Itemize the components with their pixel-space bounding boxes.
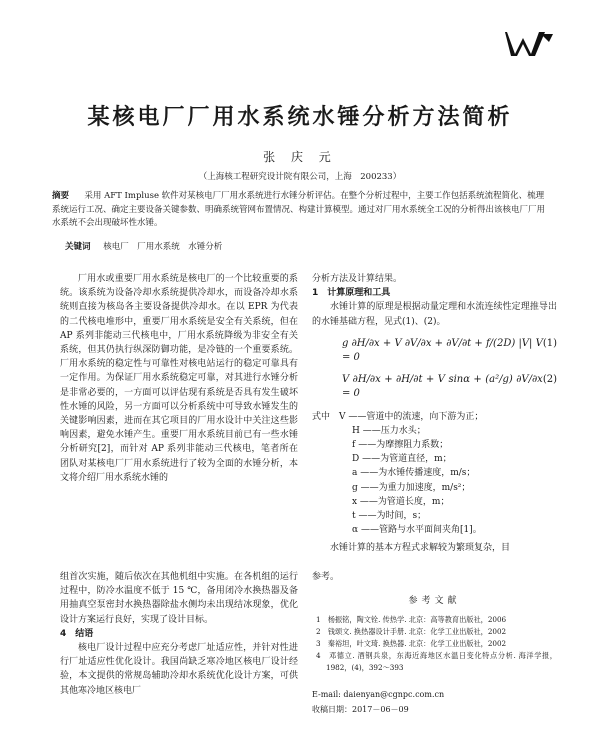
paper-title: 某核电厂厂用水系统水锤分析方法简析 [87, 105, 513, 130]
equation-2 [342, 373, 557, 401]
variable-def: x ——为管道长度，m； [352, 496, 450, 507]
variable-def: t ——为时间，s； [352, 511, 427, 522]
keywords-label: 关键词 [65, 242, 91, 252]
references-title: 参考文献 [408, 596, 461, 607]
conclusion-paragraph: 核电厂设计过程中应充分考虑厂址适应性，并针对性进行厂址适应性优化设计。我国尚缺乏寒冷地区核电厂设计经验，本文提供的常规岛辅助冷却水系统优化设计方案，可供其他寒冷地区核电厂 [60, 643, 298, 696]
reference-item: 1 杨振铭，陶文铨. 传热学. 北京：高等教育出版社，2006 [316, 615, 507, 625]
section-heading-1: 1 计算原理和工具 [312, 288, 391, 299]
section-heading-4: 4 结语 [60, 628, 94, 639]
abstract [52, 190, 552, 231]
intro-continuation: 分析方法及计算结果。 [312, 274, 403, 284]
principle-paragraph: 水锤计算的原理是根据动量定理和水流连续性定理推导出的水锤基础方程，见式(1)、(2)。 [312, 302, 557, 327]
received-date: 收稿日期：2017－06－09 [312, 704, 409, 714]
solution-paragraph: 水锤计算的基本方程式求解较为繁琐复杂，目 [330, 543, 511, 554]
variable-def: a ——为水锤传播速度，m/s； [352, 468, 476, 479]
implementation-paragraph: 组首次实施，随后依次在其他机组中实施。在各机组的运行过程中，防冷水温度不低于 15 ℃，备用闭冷水换热器及备用抽真空泵密封水换热器除盐水侧均未出现结冰现象，优化设计方案运行良好，实现了设计目标。 [60, 572, 298, 625]
equation-1-body: g ∂H/∂x + V ∂V/∂x + ∂V/∂t + f/(2D) |V| V = 0 [342, 337, 543, 364]
left-column-top [60, 272, 298, 485]
affiliation: （上海核工程研究设计院有限公司，上海 200233） [198, 172, 402, 182]
equation-1 [342, 337, 557, 365]
equation-2-body: V ∂H/∂x + ∂H/∂t + V sinα + (a²/g) ∂V/∂x = 0 [342, 374, 543, 400]
variable-def: H ——压力水头； [352, 425, 426, 436]
variable-def: g ——为重力加速度，m/s²； [352, 482, 471, 493]
right-column-bottom [312, 570, 557, 717]
abstract-text: 采用 AFT Impluse 软件对某核电厂厂用水系统进行水锤分析评估。在整个分析过程中，主要工作包括系统流程简化、梳理系统运行工况、确定主要设备关键参数、明确系统管网布置情况、构建计算模型。通过对厂用水系统全工况的分析得出该核电厂厂用水系统不会出现破坏性水锤。 [52, 191, 546, 228]
variable-def: α ——管路与水平面间夹角[1]。 [352, 525, 482, 536]
variable-def: f ——为摩擦阻力系数； [352, 440, 449, 451]
keywords-text: 核电厂 厂用水系统 水锤分析 [103, 242, 223, 252]
left-column-bottom [60, 570, 298, 698]
journal-logo-icon [505, 28, 555, 58]
right-column-top [312, 272, 557, 556]
author-name: 张 庆 元 [263, 150, 337, 164]
reference-item: 2 钱颂文. 换热器设计手册. 北京：化学工业出版社，2002 [316, 627, 507, 637]
reference-continuation: 参考。 [312, 572, 340, 582]
variable-def: 式中 V ——管道中的流速，向下游为正； [312, 411, 484, 422]
reference-item: 4 邓德立. 酒钢兵泉，东海近海地区水温日变化特点分析. 海洋学报，1982，(4)，392～393 [316, 651, 557, 673]
author-email: E-mail: daienyan@cgnpc.com.cn [312, 690, 445, 700]
variable-def: D ——为管道直径，m； [352, 454, 452, 465]
keywords [65, 240, 222, 252]
equation-1-number: (1) [542, 337, 557, 349]
intro-paragraph: 厂用水或重要厂用水系统是核电厂的一个比较重要的系统。该系统为设备冷却水系统提供冷却水，而设备冷却水系统则直接为核岛各主要设备提供冷却水。在以 EPR 为代表的二代核电堆形中，重要厂用水系统是安全有关系统，但在 AP 系列非能动三代核电中，厂用水系统降级为非安全有关系统，但其仍执行纵深防御功能，是冷链的一个重要系统。厂用水系统的稳定性与可靠性对核电站运行的稳定可靠具有一定作用。为保证厂用水系统稳定可靠，对其进行水锤分析是非常必要的，一方面可以评估现有系统是否具有发生破坏性水锤的风险，另一方面可以分析系统中可导致水锤发生的关键影响因素，进而在其它项目的厂用水设计中关注这些影响因素，避免水锤产生。重要厂用水系统目前已有一些水锤分析研究[2]，而针对 AP 系列非能动三代核电，笔者所在团队对某核电厂厂用水系统进行了较为全面的水锤分析，本文将介绍厂用水系统水锤的 [60, 274, 298, 483]
equation-2-number: (2) [542, 374, 557, 386]
reference-item: 3 秦裕坦，叶文琦. 换热器. 北京：化学工业出版社，2002 [316, 639, 507, 649]
abstract-label: 摘要 [52, 191, 70, 201]
